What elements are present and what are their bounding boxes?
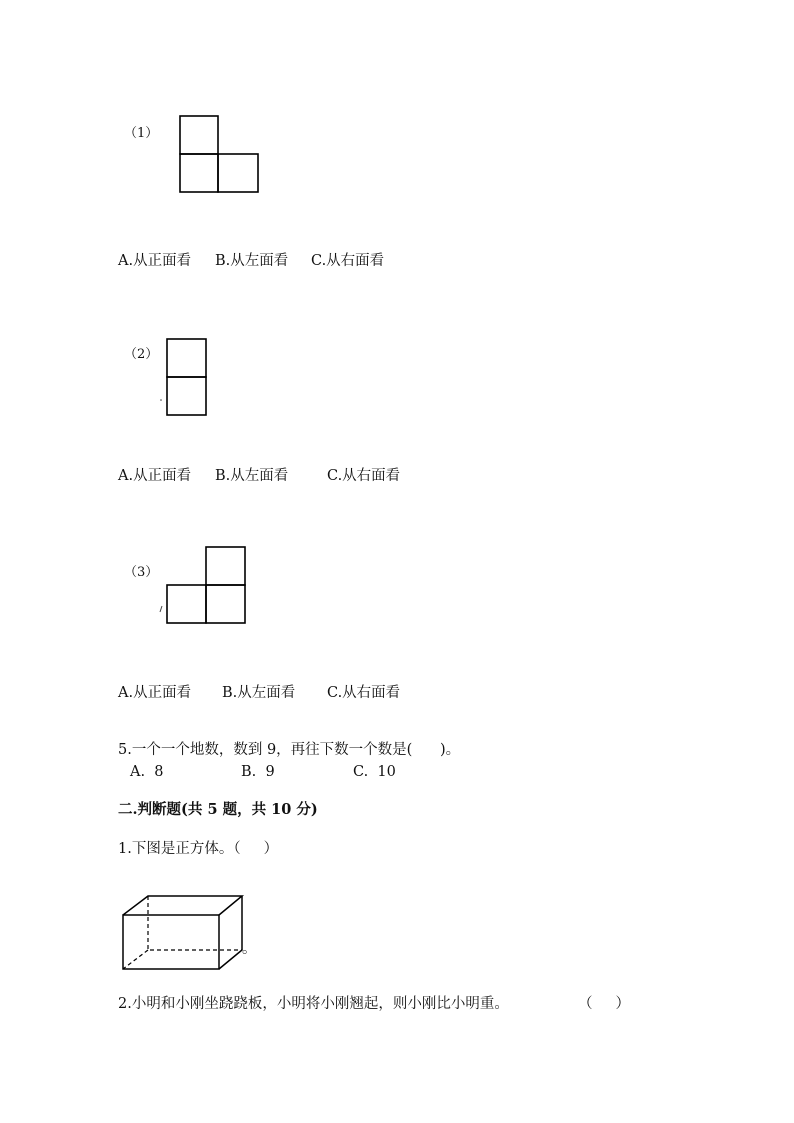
q2-square-top — [167, 339, 206, 377]
q2-label: （2） — [124, 347, 159, 362]
cuboid-trailing-mark: 。 — [242, 941, 257, 957]
cuboid-figure — [123, 896, 242, 969]
q1-option-b: B.从左面看 — [215, 253, 289, 269]
q1-label: （1） — [124, 126, 159, 141]
judge-item-1: 1.下图是正方体。（ ） — [118, 841, 279, 857]
q3-stray-mark — [160, 606, 162, 612]
cuboid-right-edges — [219, 896, 242, 969]
q1-option-c: C.从右面看 — [311, 253, 385, 269]
q5-option-b: B. 9 — [241, 764, 275, 780]
q5-stem: 5.一个一个地数，数到 9，再往下数一个数是( )。 — [118, 742, 461, 758]
q1-square-bottom-left — [180, 154, 218, 192]
cuboid-front-face — [123, 915, 219, 969]
q2-option-a: A.从正面看 — [118, 468, 192, 484]
q3-label: （3） — [124, 565, 159, 580]
q1-square-bottom-right — [218, 154, 258, 192]
q2-stray-dot — [160, 399, 162, 401]
judge-item-2-blank: （ ） — [578, 996, 631, 1012]
q3-option-c: C.从右面看 — [327, 685, 401, 701]
q3-option-a: A.从正面看 — [118, 685, 192, 701]
cuboid-top-face — [123, 896, 242, 915]
q3-square-bottom-left — [167, 585, 206, 623]
q1-figure — [180, 116, 258, 192]
q3-figure — [167, 547, 245, 623]
q2-option-b: B.从左面看 — [215, 468, 289, 484]
section2-heading: 二.判断题(共 5 题，共 10 分) — [118, 801, 318, 818]
q3-square-bottom-right — [206, 585, 245, 623]
q2-square-bottom — [167, 377, 206, 415]
q1-option-a: A.从正面看 — [118, 253, 192, 269]
cuboid-hidden-edges — [148, 896, 242, 950]
cuboid-hidden-diagonal — [123, 950, 148, 969]
q3-square-top — [206, 547, 245, 585]
judge-item-2: 2.小明和小刚坐跷跷板，小明将小刚翘起，则小刚比小明重。 — [118, 996, 509, 1012]
q5-option-c: C. 10 — [353, 764, 396, 780]
q2-option-c: C.从右面看 — [327, 468, 401, 484]
q3-option-b: B.从左面看 — [222, 685, 296, 701]
q1-square-top — [180, 116, 218, 154]
q5-option-a: A. 8 — [130, 764, 164, 780]
q2-figure — [167, 339, 206, 415]
